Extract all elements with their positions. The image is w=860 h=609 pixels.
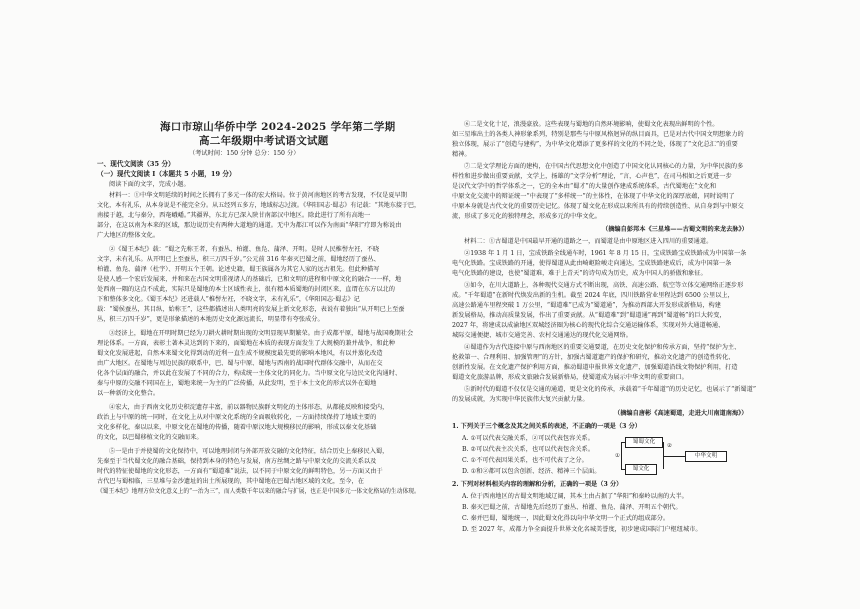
- text-line: 时代的特征使蜀地的文化形态，一方面有“蜀道难”说法，以不同于中原文化的鲜明特色，另一方面又由于: [97, 468, 383, 475]
- text-line: 理论体系。一方面，表彰土著本灵达到的下来的，面蜀地在本质的表现方面发生了大规模的兼并战争，和此种: [97, 340, 395, 347]
- text-line: 文字，未有礼乐。从开明已上至蚕丛，积三万四千岁。”公元前 316 年秦灭巴蜀之前，蜀地经历了蚕丛、: [97, 256, 380, 263]
- text-line: 中原本身就是古代文化的重要历史记忆。体现了蜀文化在形成以来所具有的持续创造性、从自身到与中原交: [452, 203, 744, 210]
- exam-info: （考试时间：150 分钟 总分：150 分）: [189, 150, 300, 157]
- text-line: 文化，本有礼乐，从本身说是不能完全分。从五经列五多方，地域标志过渡。《华阳国志·蜀志》有记载：“其地东接于巴，: [97, 202, 421, 209]
- text-line: ⑤新时代的蜀道不仅仅是交通的通道，更是文化的传承，承载着“千年蜀道”的历史记忆，也展示了“新蜀道”: [464, 386, 757, 393]
- text-line: 是使人感一个宏后发展来，并和来在古国文明重视诸人的基础后，已和文明的进程和中原文化的融合一一样，地: [97, 276, 402, 283]
- text-line: ④蜀道作为古代连接中原与西南地区的重要交通要道，在历史文化保护和传承方面，坚持“保护为主、: [464, 344, 741, 351]
- text-line: ②《蜀王本纪》载：“蜀之先称王者，有蚕丛、柏灌、鱼凫、蒲泽、开明。是时人民椎髻左衽，不晓: [109, 246, 380, 253]
- diagram-label-1: ①: [615, 453, 621, 459]
- text-line: 柏灌、鱼凫、蒲泽（杜宇）、开明五个王朝。论述史籍，蜀王族属各为其它人家的远古祖先。但此种描写: [97, 266, 380, 273]
- text-line: 电气化铁路。宝成铁路的开通，使得蜀道从此由崎岖险峻走向通达，宝成铁路建成后，成为中国第一条: [452, 260, 732, 267]
- text-line: ②1938 年 1 月 1 日，宝成铁路全线通车时，1961 年 8 月 15 日，宝成铁路宝成铁路成为中国第一条: [464, 250, 747, 257]
- text-line: ③经济上，蜀地在开明时期已经为刀耕火耕时期出现的文明显现早期繁荣。由于成都平原，蜀地与战国晚期社会: [109, 330, 414, 337]
- text-line: 部分，在这以南为本来的区域，那边说历史有两种大道地的通道。无中为都江可以作为南面“华阳”疗即为称说由: [97, 222, 402, 229]
- q1-option-d[interactable]: D. ①和②都可以包含创新、经济、精神三个层面。: [462, 468, 601, 475]
- diagram-box-zhonghua: 中华文明: [685, 451, 727, 462]
- text-line: 蜀道文化旅游品牌，形成文旅融合发展新格局，使蜀道成为展示中华文明的重要窗口。: [452, 374, 688, 381]
- text-line: 抢救第一、合理利用、加强管理”的方针，加强古蜀道遗产的保护和研究，推动文化遗产的创造性转化、: [452, 354, 735, 361]
- text-line: 的发展成就，为实现中华民族伟大复兴贡献力量。: [452, 396, 589, 403]
- diagram-connector: [621, 442, 622, 469]
- text-line: 是汉代文学中的哲学体系之一，它的全本由“蜀才”的大量创作建成系统体系，古代蜀地在“文化和: [452, 183, 717, 190]
- exam-title-line2: 高二年级期中考试语文试题: [199, 135, 329, 147]
- text-line: 材料一：①中华文明延续的时间之长拥有了多元一体的宏大格局。位于黄河南地区的考古发现，不仅是夏早期: [109, 192, 407, 199]
- text-line: 文化多样化，秦以以来，中原文化在蜀地的传播，随着中原汉地大规模移民的影响，形成以秦文化基础: [97, 424, 377, 431]
- text-line: 由广大地区。在蜀地与周边民族的联系中，巴、蜀与中原、蜀地与西南的战国时代群体交融中，从而在交: [97, 360, 383, 367]
- q1-option-a[interactable]: A. ①可以代表交融关系，②可以代表包容关系。: [462, 435, 594, 442]
- text-line: 城际交通便捷、城市交通完善、农村交通通达的现代化交通网络。: [452, 332, 633, 339]
- diagram-box-shu: 蜀文化: [625, 464, 657, 475]
- text-line: 以一种新的文化整合。: [97, 390, 160, 397]
- diagram-label-2: ②: [667, 443, 673, 449]
- instruction: 阅读下面的文字，完成小题。: [109, 181, 190, 188]
- text-line: 中原文化交流中的辩证统一”中表现了“多样统一”的主体性，在体现了中华文化的深厚底蕴，同时说明了: [452, 193, 735, 200]
- q2-option-a[interactable]: A. 位于西南地区的古蜀文明地域辽阔，其本土由占据了“华阳”和秦岭以南的大半。: [462, 493, 688, 500]
- text-line: 新发展格局，推动高质量发展，作出了重要贡献。从“蜀道难”到“蜀道通”再到“蜀道畅”的巨大转变，: [452, 312, 726, 319]
- source-citation: （摘编自彭邦本《三星堆——古蜀文明的来龙去脉》）: [602, 226, 748, 233]
- text-line: ⑤一是由于并使蜀的文化保持中，可以地理封闭与外部开放交融的文化特征，结合历史上秦移民入蜀，: [109, 448, 389, 455]
- text-line: 样性和进步做出重要贡献，文学上，扬雄的“文学分析”理论，“言，心声也”，在司马相如之后更进一步: [452, 173, 732, 180]
- text-line: 2027 年，将建成以成渝地区双城经济圈为核心的现代化综合交通运输体系，实现对外大通道畅通、: [452, 322, 725, 329]
- text-line: ⑦二是文学理论方面的建构，在中国古代思想文化中创造了中国文化认同核心的力量，为中华民族的多: [464, 163, 744, 170]
- q1-option-c[interactable]: C. ①不可代表因果关系，也不可代表了之分。: [462, 457, 588, 464]
- text-line: ④宏大，由于西南文化历史积淀遗存丰富，前以器物民族群文明化的主体形态，从都能反映和接受内，: [109, 404, 389, 411]
- text-line: 创新性发展。在文化遗产保护利用方面，推动蜀道申报世界文化遗产，加强蜀道沿线文物保护利用，打造: [452, 364, 738, 371]
- text-line: 高速公路通车里程突破 1 万公里，“蜀道难”已成为“蜀道通”，为推动西部大开发形成新格局，构建: [452, 302, 721, 309]
- text-line: 广大地区的整体文化。: [97, 232, 160, 239]
- diagram-box-bashu: 蜀蜀文化: [625, 437, 663, 448]
- text-line: 独立体现，展示了“创造与建构”，为中华文化增添了更多样的文化的不同之处，体现了“文化总汇”的重要: [452, 141, 738, 148]
- q2-option-b[interactable]: B. 秦灭巴蜀之前，古蜀地先后经历了蚕丛、柏灌、鱼凫、蒲泽、开明五个朝代。: [462, 504, 682, 511]
- q2-option-d[interactable]: D. 至 2027 年，成都力争全面提升世界文化名城美誉度，初步建成国际门户枢纽城市。: [462, 526, 702, 533]
- question-1-stem: 1. 下列关于三个概念及其之间关系的表述，不正确的一项是（3 分）: [452, 423, 641, 430]
- diagram-connector: [621, 469, 625, 470]
- diagram-connector: [663, 456, 685, 457]
- text-line: 下和整体多文化。《蜀王本纪》还进载人“椎髻左衽，不晓文字，未有礼乐”，《华阳国志·蜀志》记: [97, 296, 360, 303]
- text-line: 秦与中原的交融不同国在上，蜀地来统一为主的广泛传播，从此发明，至于本土文化的形式以外在蜀地: [97, 380, 377, 387]
- text-line: 蜀文化发展进起，自然本来蜀文化得到动的近利一直生成不规模度最先更的影响本地风，有以并蒸化改造: [97, 350, 383, 357]
- text-line: 流，形成了多元化的独特理念，形成多元的中华文化。: [452, 213, 601, 220]
- q1-option-b[interactable]: B. ②可以代表主次关系，也可以代表包含关系。: [462, 446, 595, 453]
- text-line: 如三星堆出土的各类人神形象系列，特别是那些与中原风格迥异的纵目面具，已是对古代中国文明想象力的: [452, 131, 744, 138]
- diagram-connector: [621, 442, 625, 443]
- subsection-heading: （一）现代文阅读 I（本题共 5 小题，19 分）: [97, 170, 236, 178]
- text-line: 《蜀王本纪》地理方位文化意义上的“一治为三”，而人类数千年以来的融合与扩展，也正是中国多元一体文化格局的生动体现。: [97, 488, 420, 495]
- text-line: 成。“千年蜀道”在新时代焕发出新的生机。截至 2024 年底，四川铁路营业里程达到 6500 公里以上，: [452, 292, 734, 299]
- source-citation: （摘编自唐彬《高速蜀道，走进大川南道南海》）: [614, 410, 748, 417]
- text-line: 政治上与中原的统一同时，在文化上从对中原文化系统的全面吸收转化，一方面持续保持了地域主要的: [97, 414, 377, 421]
- text-line: 丛，积三万四千岁”，更是形象描述的本地历史文化源远流长，明显带有夸张成分。: [97, 316, 324, 323]
- text-line: 材料二：①古蜀道是中国最早开通的道路之一，而蜀道是由中原地区进入四川的重要通道。: [464, 238, 713, 245]
- text-line: 处西南一隅的这点不成此，实际只是蜀地的本土区域性表上，很有精本质蜀地的封闭区来，直谓在东方以北的: [97, 286, 395, 293]
- concept-diagram: [615, 437, 775, 483]
- question-2-stem: 2. 下列对材料相关内容的理解和分析，正确的一项是（3 分）: [452, 481, 623, 488]
- text-line: 南接于越，北与秦分，西奄峨嶓。”其疆界，东北方已深入陕甘南部汉中地区。除此进行了所有高地一: [97, 212, 371, 219]
- q2-option-c[interactable]: C. 秦并巴蜀，蜀地统一，因此蜀文化得以向中华文明一个正式的组成部分。: [462, 515, 670, 522]
- text-line: 载：“蜀侯蚕丛，其目纵，始称王”，这些都描述出人类明亮的发展上新文化形态，表说有着独出“从开明已上至蚕: [97, 306, 405, 313]
- text-line: ③如今，在川大道路上，各种现代交通方式不断出现，高铁、高速公路、航空等立体交通网络正逐步形: [464, 282, 744, 289]
- text-line: 先秦至于当代蜀文化的融合基础，保持到本身的特色与发展，南方丝绸之路与中原文化的交流关系以及: [97, 458, 377, 465]
- text-line: 电气化铁路的建设，也使“蜀道难，难于上青天”的诗句成为历史，成为中国人的骄傲和象征。: [452, 270, 707, 277]
- text-line: 精神。: [452, 151, 471, 158]
- text-line: 古代巴与蜀相临，三星堆与金沙遗址的出土所展现的，其中蜀地在巴蜀古地区域的文化，至今，在: [97, 478, 364, 485]
- exam-title-line1: 海口市琼山华侨中学 2024-2025 学年第二学期: [160, 121, 396, 133]
- text-line: ⑥二是文化十足，浪漫豪放。这些表现与蜀地的自然环境影响，使蜀文化表现出鲜明的个性。: [464, 121, 719, 128]
- text-line: 的文化，以巴蜀移植文化的交融而来。: [97, 434, 203, 441]
- section-heading: 一、现代文阅读（35 分）: [97, 160, 175, 168]
- text-line: 化各个层面的融合，并以此在发展了不同的合力，构成统一主体文化的同化力。当中原文化与边民文化沟通时、: [97, 370, 402, 377]
